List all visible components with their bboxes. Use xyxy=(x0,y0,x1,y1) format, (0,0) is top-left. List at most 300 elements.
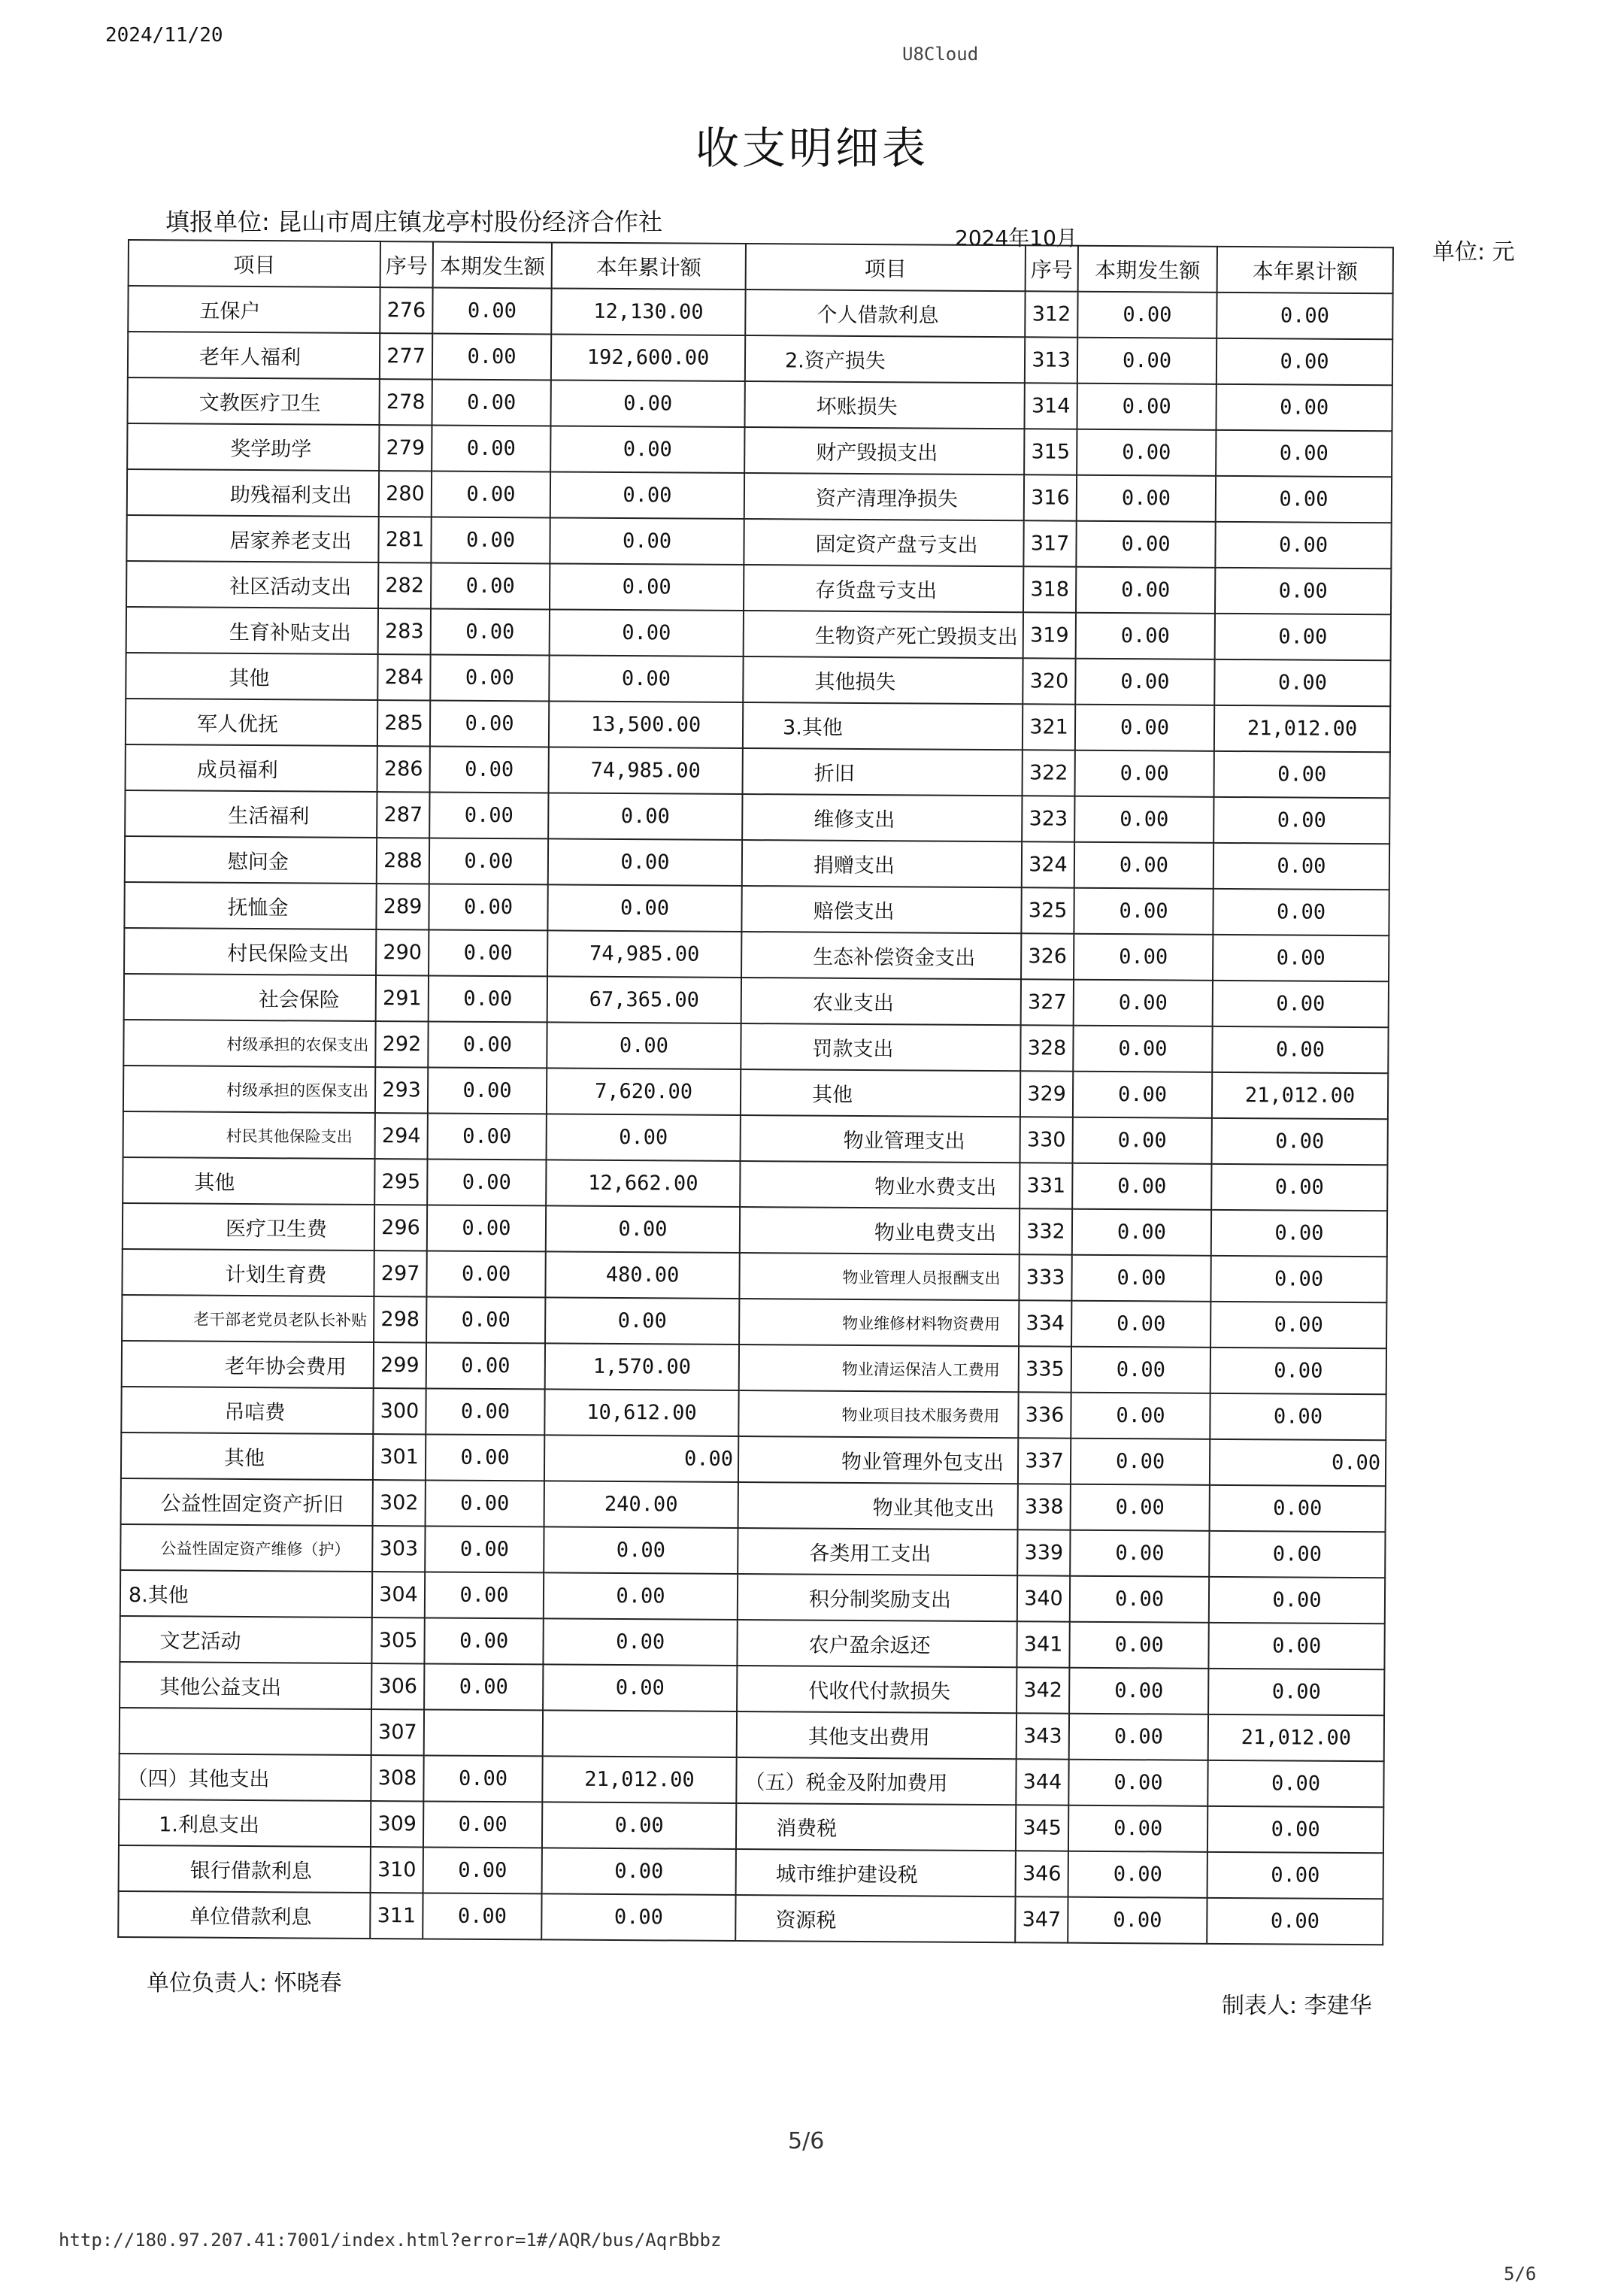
right-seq-cell: 331 xyxy=(1020,1163,1072,1208)
right-ytd-amount-cell: 0.00 xyxy=(1214,751,1390,798)
table-row xyxy=(125,836,1389,890)
right-seq-cell: 345 xyxy=(1016,1805,1068,1851)
right-ytd-amount-cell: 0.00 xyxy=(1212,1026,1388,1073)
report-title: 收支明细表 xyxy=(695,123,929,174)
left-item-cell: （四）其他支出 xyxy=(119,1754,371,1801)
right-seq-cell: 317 xyxy=(1023,520,1076,566)
right-current-amount-cell: 0.00 xyxy=(1077,292,1216,338)
right-seq-cell: 327 xyxy=(1021,979,1074,1025)
right-seq-cell: 312 xyxy=(1025,291,1077,337)
table-row xyxy=(122,1295,1386,1348)
left-seq-cell: 294 xyxy=(375,1113,428,1159)
right-item-cell: 代收代付款损失 xyxy=(737,1666,1017,1713)
right-current-amount-cell: 0.00 xyxy=(1072,1209,1211,1256)
right-current-amount-cell: 0.00 xyxy=(1069,1622,1208,1669)
right-ytd-amount-cell: 0.00 xyxy=(1208,1669,1384,1715)
left-current-amount-cell: 0.00 xyxy=(432,471,550,517)
right-ytd-amount-cell: 0.00 xyxy=(1214,659,1390,706)
left-ytd-amount-cell: 13,500.00 xyxy=(549,701,743,748)
left-current-amount-cell: 0.00 xyxy=(429,929,547,976)
right-current-amount-cell: 0.00 xyxy=(1071,1255,1210,1302)
left-seq-cell: 276 xyxy=(380,287,432,333)
left-item-cell: 居家养老支出 xyxy=(126,515,378,562)
right-current-amount-cell: 0.00 xyxy=(1072,1163,1211,1210)
right-ytd-amount-cell: 0.00 xyxy=(1209,1531,1385,1578)
table-row xyxy=(126,607,1391,660)
table-row xyxy=(124,928,1389,981)
right-current-amount-cell: 0.00 xyxy=(1074,842,1213,889)
left-ytd-amount-cell: 0.00 xyxy=(550,517,744,565)
left-seq-cell: 280 xyxy=(379,471,432,517)
table-row xyxy=(126,561,1391,614)
table-row xyxy=(120,1524,1385,1578)
right-current-amount-cell: 0.00 xyxy=(1069,1668,1208,1714)
unit-leader-signature: 单位负责人: 怀晓春 xyxy=(147,1970,342,1996)
left-ytd-amount-cell: 480.00 xyxy=(545,1251,739,1299)
table-row xyxy=(128,286,1392,339)
right-current-amount-cell: 0.00 xyxy=(1076,521,1215,568)
right-current-amount-cell: 0.00 xyxy=(1071,1301,1210,1348)
right-ytd-amount-cell: 0.00 xyxy=(1216,476,1392,523)
left-seq-cell: 308 xyxy=(371,1755,423,1801)
page-indicator: 5/6 xyxy=(788,2128,825,2154)
left-seq-cell: 290 xyxy=(376,929,429,975)
right-item-cell: 维修支出 xyxy=(742,794,1022,841)
right-item-cell: 个人借款利息 xyxy=(745,290,1025,337)
table-row xyxy=(126,699,1390,752)
right-seq-cell: 330 xyxy=(1020,1117,1073,1163)
right-seq-cell: 329 xyxy=(1020,1071,1073,1117)
left-ytd-amount-cell: 1,570.00 xyxy=(545,1343,739,1390)
right-item-cell: 财产毁损支出 xyxy=(744,427,1024,474)
right-item-cell: 积分制奖励支出 xyxy=(738,1574,1017,1621)
income-expense-table-wrapper xyxy=(117,239,1394,1945)
left-seq-cell: 304 xyxy=(372,1572,425,1617)
right-seq-cell: 338 xyxy=(1018,1484,1071,1529)
left-current-amount-cell: 0.00 xyxy=(427,1205,546,1251)
print-date: 2024/11/20 xyxy=(105,24,223,47)
left-item-cell: 社会保险 xyxy=(124,974,376,1021)
right-current-amount-cell: 0.00 xyxy=(1071,1484,1210,1531)
left-ytd-amount-cell xyxy=(543,1710,737,1757)
left-seq-cell: 278 xyxy=(379,379,432,425)
left-seq-cell: 302 xyxy=(373,1480,426,1526)
table-row xyxy=(123,1157,1387,1211)
right-ytd-amount-cell: 0.00 xyxy=(1210,1348,1386,1394)
left-seq-cell: 289 xyxy=(376,884,429,929)
left-ytd-amount-cell: 0.00 xyxy=(542,1802,736,1849)
left-current-amount-cell: 0.00 xyxy=(426,1388,544,1435)
right-current-amount-cell: 0.00 xyxy=(1077,475,1216,522)
left-ytd-amount-cell: 0.00 xyxy=(548,793,742,840)
right-current-amount-cell: 0.00 xyxy=(1077,429,1216,476)
table-row xyxy=(128,332,1392,385)
left-current-amount-cell: 0.00 xyxy=(423,1755,542,1802)
right-ytd-amount-cell: 0.00 xyxy=(1216,338,1392,385)
left-item-cell: 其他公益支出 xyxy=(120,1662,371,1709)
left-current-amount-cell: 0.00 xyxy=(430,654,549,701)
right-item-cell: 物业管理人员报酬支出 xyxy=(739,1253,1019,1300)
right-seq-cell: 336 xyxy=(1018,1392,1071,1438)
left-item-cell: 其他 xyxy=(121,1432,373,1480)
left-seq-cell: 311 xyxy=(370,1893,423,1939)
right-current-amount-cell: 0.00 xyxy=(1068,1760,1207,1806)
right-seq-cell: 316 xyxy=(1024,474,1077,520)
table-row xyxy=(123,1066,1388,1119)
left-ytd-amount-cell: 21,012.00 xyxy=(542,1756,736,1803)
right-seq-cell: 319 xyxy=(1023,612,1076,658)
left-current-amount-cell: 0.00 xyxy=(429,975,547,1022)
right-seq-cell: 324 xyxy=(1022,841,1074,887)
right-item-cell: 存货盘亏支出 xyxy=(744,565,1023,612)
left-ytd-amount-cell: 0.00 xyxy=(549,655,743,702)
right-item-cell: 物业管理支出 xyxy=(741,1115,1020,1163)
right-current-amount-cell: 0.00 xyxy=(1073,1117,1212,1164)
left-item-cell: 1.利息支出 xyxy=(119,1799,371,1847)
table-row xyxy=(122,1341,1386,1394)
left-ytd-amount-cell: 0.00 xyxy=(547,884,741,932)
left-item-cell: 银行借款利息 xyxy=(119,1845,371,1893)
right-item-cell: 物业管理外包支出 xyxy=(738,1436,1018,1484)
left-item-cell: 生活福利 xyxy=(125,790,377,838)
col-header: 序号 xyxy=(380,241,433,287)
table-row xyxy=(123,1020,1388,1073)
right-item-cell: 城市维护建设税 xyxy=(736,1849,1016,1896)
left-current-amount-cell: 0.00 xyxy=(423,1847,542,1893)
right-ytd-amount-cell: 0.00 xyxy=(1213,889,1389,935)
table-row xyxy=(128,377,1392,431)
left-seq-cell: 300 xyxy=(373,1388,426,1434)
left-item-cell: 村民保险支出 xyxy=(124,928,376,975)
left-current-amount-cell: 0.00 xyxy=(430,746,549,793)
left-seq-cell: 303 xyxy=(372,1526,425,1572)
left-current-amount-cell: 0.00 xyxy=(431,517,550,563)
right-item-cell: 消费税 xyxy=(736,1803,1016,1851)
right-ytd-amount-cell: 21,012.00 xyxy=(1208,1714,1384,1761)
left-current-amount-cell: 0.00 xyxy=(428,1113,547,1160)
left-seq-cell: 277 xyxy=(380,333,432,379)
footer-url: http://180.97.207.41:7001/index.html?error=1#/AQR/bus/AqrBbbz xyxy=(59,2230,722,2251)
right-seq-cell: 343 xyxy=(1017,1713,1069,1759)
footer-page-count: 5/6 xyxy=(1504,2263,1537,2284)
right-item-cell: 物业清运保洁人工费用 xyxy=(739,1345,1019,1392)
left-seq-cell: 279 xyxy=(379,425,432,471)
right-current-amount-cell: 0.00 xyxy=(1075,705,1214,751)
right-ytd-amount-cell: 0.00 xyxy=(1213,981,1389,1027)
table-body xyxy=(118,286,1392,1945)
right-seq-cell: 320 xyxy=(1023,658,1075,704)
left-current-amount-cell xyxy=(424,1709,543,1756)
reporting-unit: 填报单位: 昆山市周庄镇龙亭村股份经济合作社 xyxy=(165,208,662,236)
right-current-amount-cell: 0.00 xyxy=(1070,1530,1209,1577)
left-seq-cell: 284 xyxy=(377,654,430,700)
right-item-cell: 捐赠支出 xyxy=(742,840,1022,887)
right-item-cell: 资产清理净损失 xyxy=(744,473,1024,520)
left-ytd-amount-cell: 192,600.00 xyxy=(551,334,745,381)
left-ytd-amount-cell: 0.00 xyxy=(550,471,744,519)
left-item-cell: 吊唁费 xyxy=(121,1387,373,1434)
left-item-cell: 慰问金 xyxy=(125,836,377,884)
left-current-amount-cell: 0.00 xyxy=(431,608,550,655)
right-current-amount-cell: 0.00 xyxy=(1068,1897,1207,1944)
left-current-amount-cell: 0.00 xyxy=(425,1572,544,1618)
right-seq-cell: 326 xyxy=(1021,933,1074,979)
currency-unit: 单位: 元 xyxy=(1432,239,1515,265)
left-item-cell: 社区活动支出 xyxy=(126,561,378,608)
left-seq-cell: 287 xyxy=(377,792,429,838)
left-seq-cell: 309 xyxy=(371,1801,423,1847)
left-ytd-amount-cell: 12,662.00 xyxy=(546,1160,740,1207)
left-item-cell: 医疗卫生费 xyxy=(123,1203,374,1251)
table-header-row xyxy=(129,240,1393,293)
col-header: 本年累计额 xyxy=(552,242,746,290)
right-current-amount-cell: 0.00 xyxy=(1069,1714,1208,1760)
left-seq-cell: 293 xyxy=(375,1067,428,1113)
right-item-cell: 其他 xyxy=(741,1069,1020,1117)
right-ytd-amount-cell: 21,012.00 xyxy=(1212,1072,1388,1119)
left-item-cell: 村民其他保险支出 xyxy=(123,1111,375,1159)
left-current-amount-cell: 0.00 xyxy=(426,1480,544,1526)
right-ytd-amount-cell: 0.00 xyxy=(1216,430,1392,477)
right-ytd-amount-cell: 0.00 xyxy=(1216,293,1392,339)
left-ytd-amount-cell: 0.00 xyxy=(542,1848,736,1895)
table-row xyxy=(123,1203,1387,1257)
left-item-cell: 8.其他 xyxy=(120,1570,372,1617)
table-row xyxy=(126,653,1390,706)
right-seq-cell: 328 xyxy=(1020,1025,1073,1071)
right-current-amount-cell: 0.00 xyxy=(1075,750,1214,797)
right-seq-cell: 325 xyxy=(1021,887,1074,933)
left-seq-cell: 305 xyxy=(371,1617,424,1663)
left-item-cell: 其他 xyxy=(123,1157,374,1205)
right-ytd-amount-cell: 0.00 xyxy=(1207,1852,1383,1899)
right-seq-cell: 315 xyxy=(1024,429,1077,474)
right-current-amount-cell: 0.00 xyxy=(1074,934,1213,981)
right-ytd-amount-cell: 0.00 xyxy=(1213,797,1389,844)
right-item-cell: 农户盈余返还 xyxy=(737,1620,1017,1667)
left-seq-cell: 296 xyxy=(374,1205,427,1251)
right-seq-cell: 334 xyxy=(1019,1300,1071,1346)
right-seq-cell: 318 xyxy=(1023,566,1076,612)
left-ytd-amount-cell: 0.00 xyxy=(544,1572,738,1620)
right-item-cell: 3.其他 xyxy=(743,702,1023,750)
left-ytd-amount-cell: 0.00 xyxy=(547,1114,741,1161)
left-ytd-amount-cell: 0.00 xyxy=(541,1893,735,1941)
left-item-cell: 单位借款利息 xyxy=(118,1891,370,1939)
left-item-cell: 文艺活动 xyxy=(120,1616,371,1663)
table-row xyxy=(120,1570,1385,1623)
left-current-amount-cell: 0.00 xyxy=(424,1663,543,1710)
report-period: 2024年10月 xyxy=(955,226,1077,250)
left-current-amount-cell: 0.00 xyxy=(426,1434,544,1481)
right-item-cell: 折旧 xyxy=(743,748,1023,796)
table-row xyxy=(118,1891,1383,1945)
right-item-cell: 物业水费支出 xyxy=(740,1161,1020,1208)
right-item-cell: 物业电费支出 xyxy=(740,1207,1020,1254)
left-current-amount-cell: 0.00 xyxy=(432,287,551,334)
left-seq-cell: 286 xyxy=(377,746,430,792)
left-seq-cell: 291 xyxy=(376,975,429,1021)
left-ytd-amount-cell: 0.00 xyxy=(550,563,744,611)
table-row xyxy=(126,515,1391,568)
right-item-cell: （五）税金及附加费用 xyxy=(736,1757,1016,1805)
left-item-cell: 老干部老党员老队长补贴 xyxy=(122,1295,374,1342)
right-ytd-amount-cell: 0.00 xyxy=(1216,384,1392,431)
left-ytd-amount-cell: 0.00 xyxy=(550,426,744,473)
left-seq-cell: 285 xyxy=(377,700,430,746)
right-item-cell: 固定资产盘亏支出 xyxy=(744,519,1023,566)
right-current-amount-cell: 0.00 xyxy=(1074,980,1213,1026)
table-row xyxy=(120,1616,1384,1669)
left-ytd-amount-cell: 67,365.00 xyxy=(547,976,741,1023)
left-current-amount-cell: 0.00 xyxy=(432,425,550,471)
right-seq-cell: 347 xyxy=(1015,1896,1068,1942)
left-item-cell: 奖学助学 xyxy=(127,423,379,471)
left-ytd-amount-cell: 0.00 xyxy=(551,380,745,427)
right-current-amount-cell: 0.00 xyxy=(1074,888,1213,935)
left-current-amount-cell: 0.00 xyxy=(432,379,551,426)
right-seq-cell: 339 xyxy=(1017,1529,1070,1575)
left-seq-cell: 283 xyxy=(378,608,431,654)
left-item-cell: 其他 xyxy=(126,653,377,700)
left-current-amount-cell: 0.00 xyxy=(430,700,549,747)
right-seq-cell: 314 xyxy=(1024,383,1077,429)
table-row xyxy=(124,882,1389,935)
left-ytd-amount-cell: 7,620.00 xyxy=(547,1068,741,1115)
right-ytd-amount-cell: 0.00 xyxy=(1212,1118,1388,1165)
right-item-cell: 生态补偿资金支出 xyxy=(741,932,1021,979)
right-seq-cell: 332 xyxy=(1020,1208,1072,1254)
right-ytd-amount-cell: 21,012.00 xyxy=(1214,705,1390,752)
left-ytd-amount-cell: 240.00 xyxy=(544,1481,738,1528)
table-row xyxy=(127,423,1392,477)
right-current-amount-cell: 0.00 xyxy=(1071,1439,1210,1485)
left-current-amount-cell: 0.00 xyxy=(431,562,550,609)
left-ytd-amount-cell: 0.00 xyxy=(546,1205,740,1253)
left-item-cell: 村级承担的农保支出 xyxy=(123,1020,375,1067)
left-seq-cell: 297 xyxy=(374,1251,426,1296)
left-item-cell: 计划生育费 xyxy=(122,1249,374,1296)
left-item-cell: 公益性固定资产维修（护） xyxy=(120,1524,372,1572)
right-ytd-amount-cell: 0.00 xyxy=(1215,568,1391,614)
income-expense-table xyxy=(117,239,1394,1945)
left-item-cell: 老年人福利 xyxy=(128,332,380,379)
right-current-amount-cell: 0.00 xyxy=(1077,338,1216,384)
right-seq-cell: 344 xyxy=(1016,1759,1068,1805)
right-seq-cell: 346 xyxy=(1016,1851,1068,1896)
col-header: 本期发生额 xyxy=(1078,246,1217,293)
table-row xyxy=(124,974,1389,1027)
left-item-cell: 公益性固定资产折旧 xyxy=(121,1478,373,1526)
left-ytd-amount-cell: 0.00 xyxy=(548,838,742,886)
table-row xyxy=(127,469,1392,523)
right-seq-cell: 322 xyxy=(1023,750,1075,796)
right-seq-cell: 341 xyxy=(1017,1621,1069,1667)
left-ytd-amount-cell: 0.00 xyxy=(545,1297,739,1345)
right-seq-cell: 342 xyxy=(1017,1667,1069,1713)
right-item-cell: 物业其他支出 xyxy=(738,1482,1018,1529)
table-row xyxy=(125,790,1389,844)
right-ytd-amount-cell: 0.00 xyxy=(1210,1393,1386,1440)
left-ytd-amount-cell: 74,985.00 xyxy=(547,930,741,978)
left-item-cell: 生育补贴支出 xyxy=(126,607,378,654)
right-current-amount-cell: 0.00 xyxy=(1077,384,1216,430)
right-item-cell: 其他损失 xyxy=(743,656,1023,704)
table-row xyxy=(122,1249,1386,1302)
left-ytd-amount-cell: 0.00 xyxy=(547,1022,741,1069)
right-item-cell: 其他支出费用 xyxy=(737,1711,1017,1759)
right-current-amount-cell: 0.00 xyxy=(1071,1347,1210,1393)
table-row xyxy=(119,1754,1383,1807)
left-ytd-amount-cell: 0.00 xyxy=(543,1618,737,1666)
left-current-amount-cell: 0.00 xyxy=(428,1021,547,1068)
right-ytd-amount-cell: 0.00 xyxy=(1213,935,1389,981)
left-seq-cell: 306 xyxy=(371,1663,424,1709)
left-item-cell: 老年协会费用 xyxy=(122,1341,374,1388)
right-ytd-amount-cell: 0.00 xyxy=(1213,843,1389,890)
right-ytd-amount-cell: 0.00 xyxy=(1215,614,1391,660)
left-item-cell: 助残福利支出 xyxy=(127,469,379,517)
left-seq-cell: 307 xyxy=(371,1709,424,1755)
right-item-cell: 资源税 xyxy=(735,1895,1015,1942)
right-ytd-amount-cell: 0.00 xyxy=(1211,1210,1387,1257)
right-ytd-amount-cell: 0.00 xyxy=(1207,1806,1383,1853)
left-current-amount-cell: 0.00 xyxy=(423,1893,541,1939)
left-item-cell: 军人优抚 xyxy=(126,699,377,746)
left-ytd-amount-cell: 74,985.00 xyxy=(549,747,743,794)
left-current-amount-cell: 0.00 xyxy=(426,1296,545,1343)
left-seq-cell: 298 xyxy=(374,1296,426,1342)
left-ytd-amount-cell: 12,130.00 xyxy=(551,288,745,335)
left-seq-cell: 310 xyxy=(371,1847,423,1893)
left-current-amount-cell: 0.00 xyxy=(426,1342,545,1389)
right-item-cell: 坏账损失 xyxy=(745,381,1025,429)
left-seq-cell: 299 xyxy=(374,1342,426,1388)
col-header: 项目 xyxy=(129,240,380,287)
right-seq-cell: 313 xyxy=(1025,337,1077,383)
col-header: 本年累计额 xyxy=(1217,247,1393,293)
table-row xyxy=(120,1662,1384,1715)
left-current-amount-cell: 0.00 xyxy=(428,1067,547,1114)
left-ytd-amount-cell: 10,612.00 xyxy=(544,1389,738,1436)
left-current-amount-cell: 0.00 xyxy=(432,333,551,380)
right-item-cell: 赔偿支出 xyxy=(741,886,1021,933)
right-current-amount-cell: 0.00 xyxy=(1075,659,1214,705)
right-item-cell: 2.资产损失 xyxy=(745,335,1025,383)
right-ytd-amount-cell: 0.00 xyxy=(1210,1256,1386,1302)
left-item-cell: 村级承担的医保支出 xyxy=(123,1066,375,1113)
left-seq-cell: 301 xyxy=(373,1434,426,1480)
right-item-cell: 各类用工支出 xyxy=(738,1528,1017,1575)
left-current-amount-cell: 0.00 xyxy=(423,1801,542,1848)
right-current-amount-cell: 0.00 xyxy=(1074,796,1213,843)
table-row xyxy=(119,1799,1383,1853)
left-ytd-amount-cell: 0.00 xyxy=(543,1664,737,1711)
left-current-amount-cell: 0.00 xyxy=(427,1159,546,1205)
right-current-amount-cell: 0.00 xyxy=(1070,1576,1209,1623)
right-seq-cell: 337 xyxy=(1018,1438,1071,1484)
left-current-amount-cell: 0.00 xyxy=(426,1251,545,1297)
right-ytd-amount-cell: 0.00 xyxy=(1208,1623,1384,1669)
right-ytd-amount-cell: 0.00 xyxy=(1207,1898,1383,1945)
right-current-amount-cell: 0.00 xyxy=(1071,1393,1210,1439)
left-ytd-amount-cell: 0.00 xyxy=(544,1435,738,1482)
right-ytd-amount-cell: 0.00 xyxy=(1210,1302,1386,1348)
table-row xyxy=(121,1387,1386,1440)
left-seq-cell: 288 xyxy=(377,838,429,884)
table-row xyxy=(121,1432,1386,1486)
left-ytd-amount-cell: 0.00 xyxy=(550,609,744,656)
